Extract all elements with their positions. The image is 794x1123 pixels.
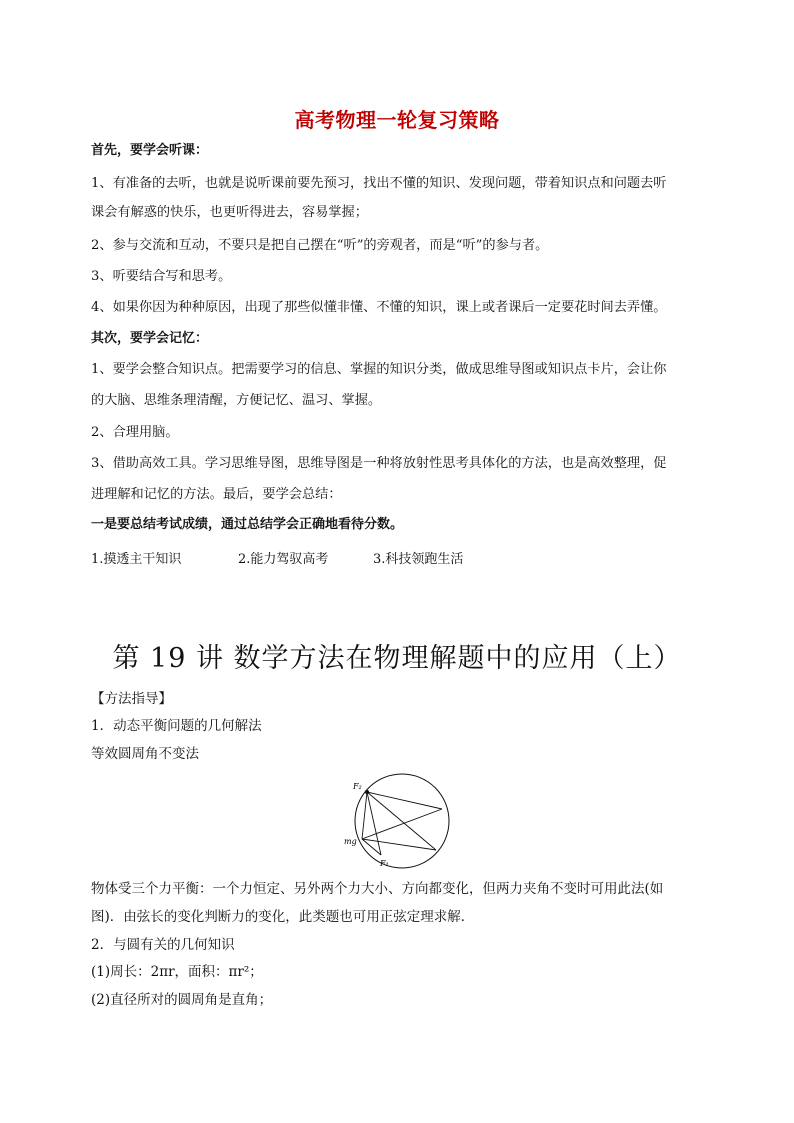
listening-item-2: 2、参与交流和互动，不要只是把自己摆在“听”的旁观者，而是“听”的参与者。 xyxy=(91,238,549,253)
listening-item-1-line-2: 课会有解惑的快乐，也更听得进去，容易掌握； xyxy=(91,205,368,220)
mg-label: mg xyxy=(344,837,357,846)
point-2-item-2: (2)直径所对的圆周角是直角； xyxy=(91,992,273,1008)
point-2-heading: 2．与圆有关的几何知识 xyxy=(91,937,235,953)
memory-item-3-line-2: 进理解和记忆的方法。最后，要学会总结： xyxy=(91,487,342,502)
listening-item-3: 3、听要结合写和思考。 xyxy=(91,269,232,284)
point-1-heading: 1．动态平衡问题的几何解法 xyxy=(91,718,262,734)
memory-item-1-line-1: 1、要学会整合知识点。把需要学习的信息、掌握的知识分类，做成思维导图或知识点卡片，会让你 xyxy=(91,362,667,377)
topic-item: 2.能力驾驭高考 xyxy=(238,552,329,567)
listening-item-4: 4、如果你因为种种原因，出现了那些似懂非懂、不懂的知识，课上或者课后一定要花时间去弄懂。 xyxy=(91,300,667,315)
explanation-line-2: 图)．由弦长的变化判断力的变化，此类题也可用正弦定理求解． xyxy=(91,909,475,925)
f1-label: F₁ xyxy=(380,859,389,868)
apex-point xyxy=(365,790,369,794)
chord-line xyxy=(367,792,442,809)
listening-item-1-line-1: 1、有准备的去听，也就是说听课前要先预习，找出不懂的知识、发现问题，带着知识点和问题去听 xyxy=(91,176,667,191)
section-heading-memory: 其次，要学会记忆： xyxy=(91,331,209,346)
memory-item-3-line-1: 3、借助高效工具。学习思维导图，思维导图是一种将放射性思考具体化的方法，也是高效整理，促 xyxy=(91,456,667,471)
document-title: 高考物理一轮复习策略 xyxy=(294,108,500,132)
point-1-subheading: 等效圆周角不变法 xyxy=(91,746,199,762)
lecture-title: 第 19 讲 数学方法在物理解题中的应用（上） xyxy=(112,643,682,674)
topic-item: 1.摸透主干知识 xyxy=(91,552,182,567)
section-heading-listening: 首先，要学会听课： xyxy=(91,143,209,158)
summary-heading: 一是要总结考试成绩，通过总结学会正确地看待分数。 xyxy=(91,517,404,532)
memory-item-1-line-2: 的大脑、思维条理清醒，方便记忆、温习、掌握。 xyxy=(91,393,382,408)
method-heading: 【方法指导】 xyxy=(91,691,172,707)
topic-item: 3.科技领跑生活 xyxy=(373,552,464,567)
f2-label: F₂ xyxy=(353,782,362,791)
chord-line xyxy=(362,792,367,839)
memory-item-2: 2、合理用脑。 xyxy=(91,425,179,440)
point-2-item-1: (1)周长：2πr，面积：πr²； xyxy=(91,964,263,980)
force-circle-diagram xyxy=(340,772,460,872)
explanation-line-1: 物体受三个力平衡：一个力恒定、另外两个力大小、方向都变化，但两力夹角不变时可用此法(如 xyxy=(91,881,664,897)
